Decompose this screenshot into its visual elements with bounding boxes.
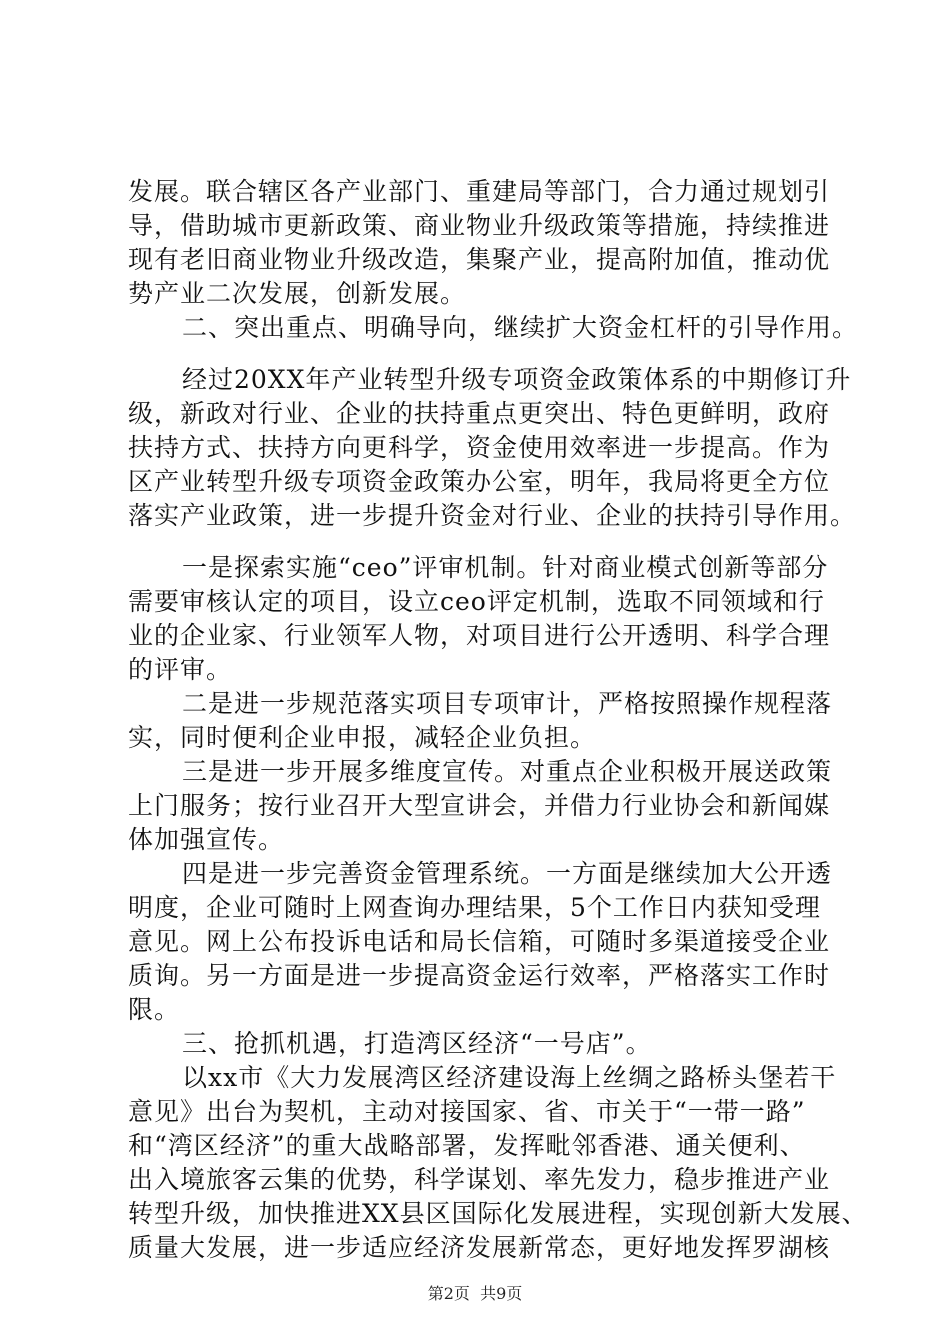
body-text-line: 经过20XX年产业转型升级专项资金政策体系的中期修订升: [182, 365, 852, 394]
body-text-line: 现有老旧商业物业升级改造，集聚产业，提高附加值，推动优: [128, 245, 831, 274]
body-text-line: 区产业转型升级专项资金政策办公室，明年，我局将更全方位: [128, 467, 831, 496]
body-text-line: 落实产业政策，进一步提升资金对行业、企业的扶持引导作用。: [128, 501, 857, 530]
body-text-line: 业的企业家、行业领军人物，对项目进行公开透明、科学合理: [128, 621, 831, 650]
body-text-line: 意见。网上公布投诉电话和局长信箱，可随时多渠道接受企业: [128, 927, 831, 956]
body-text-line: 二是进一步规范落实项目专项审计，严格按照操作规程落: [182, 689, 833, 718]
body-text-line: 上门服务；按行业召开大型宣讲会，并借力行业协会和新闻媒: [128, 791, 831, 820]
body-text-line: 三是进一步开展多维度宣传。对重点企业积极开展送政策: [182, 757, 833, 786]
body-text-line: 意见》出台为契机，主动对接国家、省、市关于“一带一路”: [128, 1097, 806, 1126]
body-text-line: 质询。另一方面是进一步提高资金运行效率，严格落实工作时: [128, 961, 831, 990]
body-text-line: 发展。联合辖区各产业部门、重建局等部门，合力通过规划引: [128, 177, 831, 206]
body-text-line: 扶持方式、扶持方向更科学，资金使用效率进一步提高。作为: [128, 433, 831, 462]
body-text-line: 以xx市《大力发展湾区经济建设海上丝绸之路桥头堡若干: [182, 1063, 837, 1092]
body-text-line: 实，同时便利企业申报，减轻企业负担。: [128, 723, 597, 752]
body-text-line: 一是探索实施“ceo”评审机制。针对商业模式创新等部分: [182, 553, 829, 582]
page-footer: [0, 1284, 950, 1304]
body-text-line: 体加强宣传。: [128, 825, 285, 854]
body-text-line: 明度，企业可随时上网查询办理结果，5个工作日内获知受理: [128, 893, 821, 922]
body-text-line: 质量大发展，进一步适应经济发展新常态，更好地发挥罗湖核: [128, 1233, 831, 1262]
body-text-line: 出入境旅客云集的优势，科学谋划、率先发力，稳步推进产业: [128, 1165, 831, 1194]
page-number: 第2页 共9页: [427, 1284, 523, 1303]
body-text-line: 导，借助城市更新政策、商业物业升级政策等措施，持续推进: [128, 211, 831, 240]
body-text-line: 的评审。: [128, 655, 233, 684]
section-heading: 二、突出重点、明确导向，继续扩大资金杠杆的引导作用。: [182, 313, 859, 342]
body-text-line: 转型升级，加快推进XX县区国际化发展进程，实现创新大发展、: [128, 1199, 868, 1228]
body-text-line: 需要审核认定的项目，设立ceo评定机制，选取不同领域和行: [128, 587, 825, 616]
body-text-line: 限。: [128, 995, 181, 1024]
body-text-line: 势产业二次发展，创新发展。: [128, 279, 467, 308]
body-text-line: 级，新政对行业、企业的扶持重点更突出、特色更鲜明，政府: [128, 399, 831, 428]
section-heading: 三、抢抓机遇，打造湾区经济“一号店”。: [182, 1029, 652, 1058]
body-text-line: 四是进一步完善资金管理系统。一方面是继续加大公开透: [182, 859, 833, 888]
body-text-line: 和“湾区经济”的重大战略部署，发挥毗邻香港、通关便利、: [128, 1131, 806, 1160]
